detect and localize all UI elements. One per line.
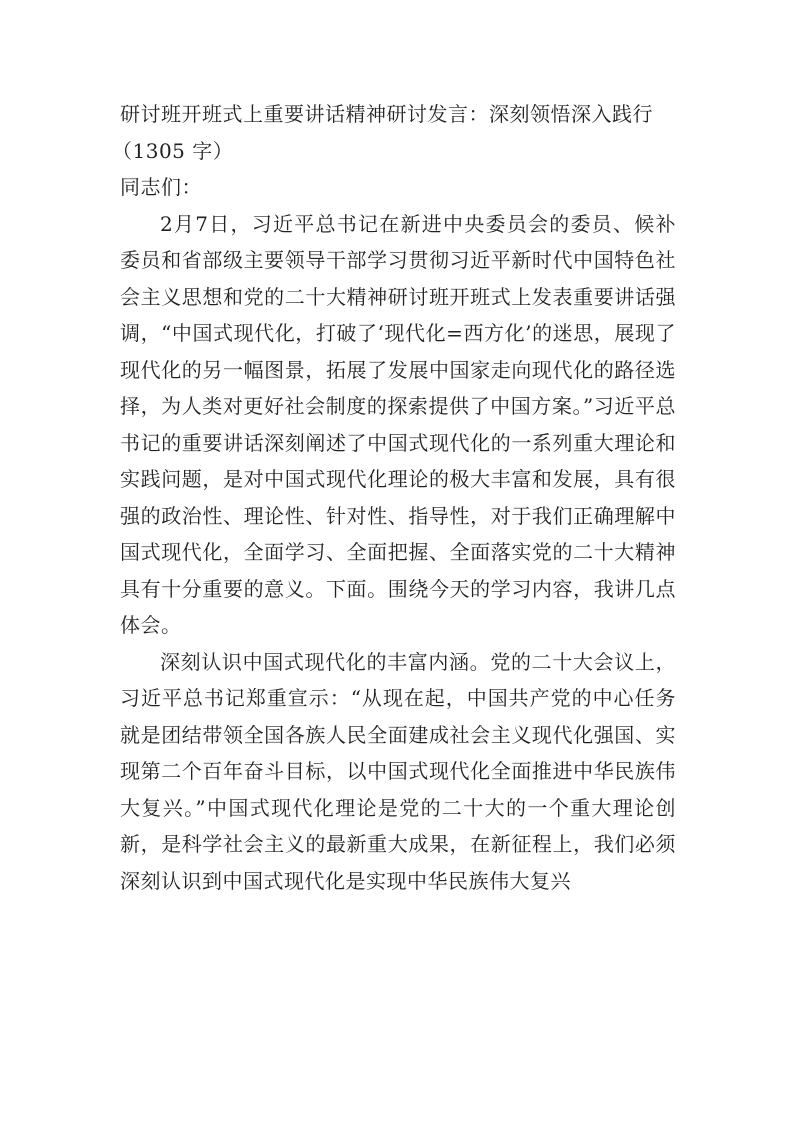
salutation: 同志们： — [120, 175, 202, 199]
document-title: 研讨班开班式上重要讲话精神研讨发言：深刻领悟深入践行 — [120, 102, 653, 126]
body-paragraph: 深刻认识中国式现代化的丰富内涵。党的二十大会议上，习近平总书记郑重宣示：“从现在起，中国共产党的中心任务就是团结带领全国各族人民全面建成社会主义现代化强国、实现第二个百年奋斗目标，以中国式现代化全面推进中华民族伟大复兴。”中国式现代化理论是党的二十大的一个重大理论创新，是科学社会主义的最新重大成果，在新征程上，我们必须深刻认识到中国式现代化是实现中华民族伟大复兴 — [120, 649, 676, 893]
document-subtitle: （1305 字） — [112, 138, 234, 163]
document-page — [112, 96, 676, 899]
body-paragraph: 2月7日，习近平总书记在新进中央委员会的委员、候补委员和省部级主要领导干部学习贯彻习近平新时代中国特色社会主义思想和党的二十大精神研讨班开班式上发表重要讲话强调，“中国式现代化，打破了‘现代化=西方化’的迷思，展现了现代化的另一幅图景，拓展了发展中国家走向现代化的路径选择，为人类对更好社会制度的探索提供了中国方案。”习近平总书记的重要讲话深刻阐述了中国式现代化的一系列重大理论和实践问题，是对中国式现代化理论的极大丰富和发展，具有很强的政治性、理论性、针对性、指导性，对于我们正确理解中国式现代化，全面学习、全面把握、全面落实党的二十大精神具有十分重要的意义。下面。围绕今天的学习内容，我讲几点体会。 — [120, 211, 676, 637]
